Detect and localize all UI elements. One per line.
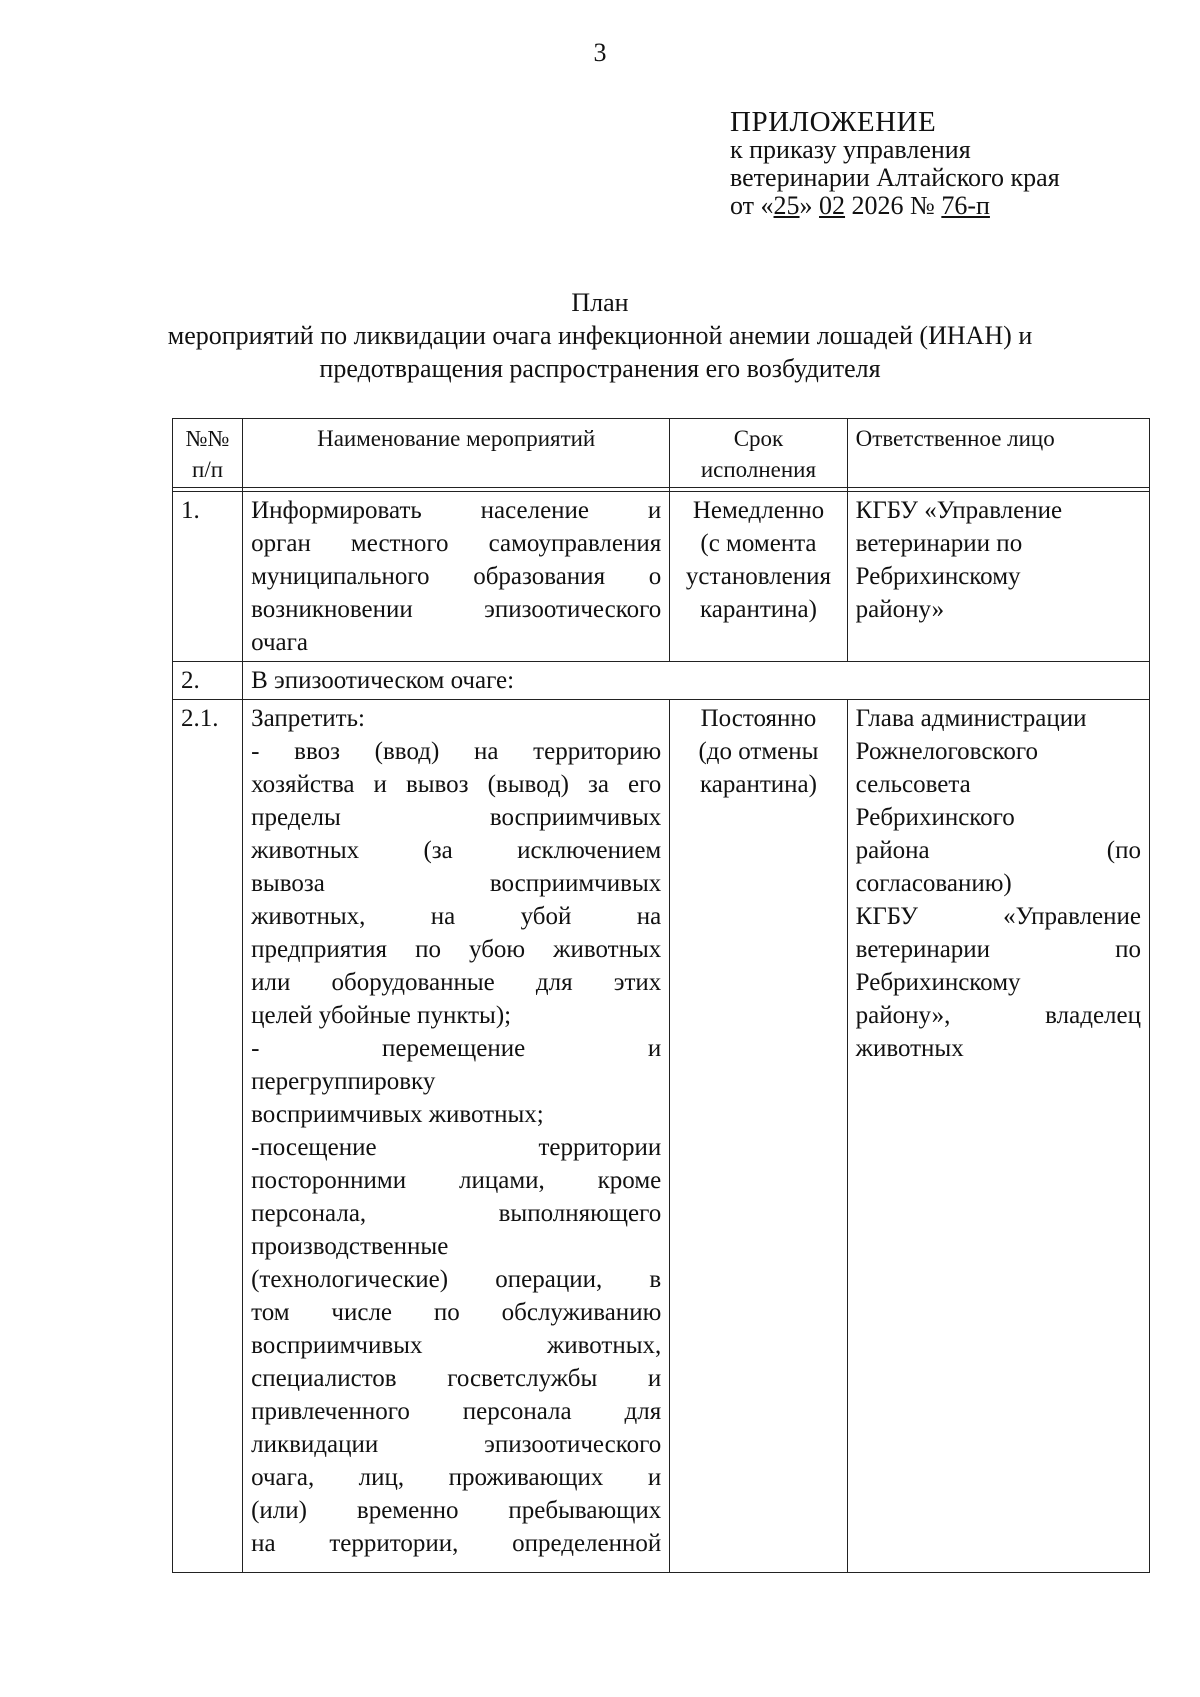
row-1-resp-line: ветеринарии по xyxy=(855,530,1023,557)
row-1-name-line: орган местного самоуправления xyxy=(251,530,662,557)
row-3-name-line: специалистов госветслужбы и xyxy=(251,1365,662,1392)
row-3-name-line: целей убойные пункты); xyxy=(251,1002,512,1029)
row-3-resp-line: Ребрихинского xyxy=(855,804,1015,831)
document-title xyxy=(0,286,1200,385)
date-day: 25 xyxy=(773,191,800,220)
header-number-line-1: №№ xyxy=(185,426,230,451)
row-1-resp-line: КГБУ «Управление xyxy=(855,497,1063,524)
row-1-term-line: Немедленно xyxy=(692,497,825,524)
row-3-name-line: производственные xyxy=(251,1233,449,1260)
row-3-name-line: восприимчивых животных; xyxy=(251,1101,544,1128)
row-3-name-line: перегруппировку xyxy=(251,1068,436,1095)
row-3-number: 2.1. xyxy=(173,700,243,1573)
header-number-line-2: п/п xyxy=(192,457,224,482)
appendix-header xyxy=(730,108,1060,220)
row-3-name-line: животных (за исключением xyxy=(251,837,662,864)
row-3-name-line: пределы восприимчивых xyxy=(251,804,662,831)
row-3-name-line: привлеченного персонала для xyxy=(251,1398,662,1425)
date-mid: » xyxy=(799,191,820,220)
row-1-resp-line: району» xyxy=(855,596,945,623)
row-3-name-line: - перемещение и xyxy=(251,1035,662,1062)
row-3-responsible xyxy=(847,700,1149,1573)
row-1-term xyxy=(670,492,847,662)
row-3-name-line: -посещение территории xyxy=(251,1134,662,1161)
appendix-line-1: к приказу управления xyxy=(730,135,971,164)
row-1-number: 1. xyxy=(173,492,243,662)
row-3-name-line: вывоза восприимчивых xyxy=(251,870,662,897)
row-3-resp-line: согласованию) xyxy=(855,870,1012,897)
row-3-name-line: том числе по обслуживанию xyxy=(251,1299,662,1326)
row-1-name-line: возникновении эпизоотического xyxy=(251,596,662,623)
table-header-row xyxy=(173,419,1150,488)
row-1-term-line: карантина) xyxy=(699,596,817,623)
row-1-responsible xyxy=(847,492,1149,662)
row-3-resp-line: сельсовета xyxy=(855,771,971,798)
table-row xyxy=(173,492,1150,662)
row-3-name-line: (технологические) операции, в xyxy=(251,1266,662,1293)
title-line-1: План xyxy=(571,288,629,317)
row-1-name-line: очага xyxy=(251,629,308,656)
row-3-name-line: персонала, выполняющего xyxy=(251,1200,662,1227)
header-term xyxy=(670,419,847,488)
row-1-term-line: (с момента xyxy=(700,530,817,557)
row-3-resp-line: КГБУ «Управление xyxy=(855,903,1141,930)
row-3-name-line: очага, лиц, проживающих и xyxy=(251,1464,662,1491)
order-number: 76-п xyxy=(941,191,990,220)
header-number xyxy=(173,419,243,488)
row-3-resp-line: животных xyxy=(855,1035,964,1062)
row-1-name-line: муниципального образования о xyxy=(251,563,662,590)
header-responsible xyxy=(847,419,1149,488)
row-3-resp-line: ветеринарии по xyxy=(855,936,1141,963)
row-3-resp-line: району», владелец xyxy=(855,1002,1141,1029)
date-year: 2026 № xyxy=(845,191,942,220)
appendix-date xyxy=(730,192,1060,220)
header-term-line-1: Срок xyxy=(733,426,784,451)
header-name-text: Наименование мероприятий xyxy=(317,426,596,451)
row-3-term-line: (до отмены xyxy=(698,738,819,765)
row-3-name-line: восприимчивых животных, xyxy=(251,1332,662,1359)
row-3-resp-line: района (по xyxy=(855,837,1141,864)
row-3-name-line: - ввоз (ввод) на территорию xyxy=(251,738,662,765)
row-3-resp-line: Рожнелоговского xyxy=(855,738,1038,765)
date-prefix: от « xyxy=(730,191,774,220)
title-line-2: мероприятий по ликвидации очага инфекционной анемии лошадей (ИНАН) и xyxy=(167,321,1033,350)
row-3-name-line: Запретить: xyxy=(251,705,365,732)
row-3-name-line: посторонними лицами, кроме xyxy=(251,1167,662,1194)
appendix-line-2: ветеринарии Алтайского края xyxy=(730,163,1060,192)
row-3-resp-line: Ребрихинскому xyxy=(855,969,1021,996)
row-2-name: В эпизоотическом очаге: xyxy=(243,662,1150,700)
row-3-term-line: Постоянно xyxy=(700,705,817,732)
row-1-name-line: Информировать население и xyxy=(251,497,662,524)
row-3-name-line: (или) временно пребывающих xyxy=(251,1497,662,1524)
row-1-name xyxy=(243,492,670,662)
row-3-name-line: на территории, определенной xyxy=(251,1530,662,1557)
header-term-line-2: исполнения xyxy=(700,457,817,482)
row-3-name-line: хозяйства и вывоз (вывод) за его xyxy=(251,771,662,798)
header-responsible-text: Ответственное лицо xyxy=(855,426,1055,451)
date-month: 02 xyxy=(819,191,846,220)
appendix-title: ПРИЛОЖЕНИЕ xyxy=(730,106,937,138)
row-3-name-line: или оборудованные для этих xyxy=(251,969,662,996)
row-3-name-line: животных, на убой на xyxy=(251,903,662,930)
row-3-resp-line: Глава администрации xyxy=(855,705,1087,732)
row-3-term-line: карантина) xyxy=(699,771,817,798)
page-number: 3 xyxy=(593,38,607,67)
row-2-number: 2. xyxy=(173,662,243,700)
row-3-name-line: ликвидации эпизоотического xyxy=(251,1431,662,1458)
row-1-resp-line: Ребрихинскому xyxy=(855,563,1021,590)
row-3-term xyxy=(670,700,847,1573)
table-row xyxy=(173,700,1150,1573)
plan-table xyxy=(172,418,1150,1573)
table-row xyxy=(173,662,1150,700)
row-1-term-line: установления xyxy=(685,563,832,590)
row-3-name-line: предприятия по убою животных xyxy=(251,936,662,963)
header-name xyxy=(243,419,670,488)
row-3-name xyxy=(243,700,670,1573)
title-line-3: предотвращения распространения его возбудителя xyxy=(319,354,881,383)
